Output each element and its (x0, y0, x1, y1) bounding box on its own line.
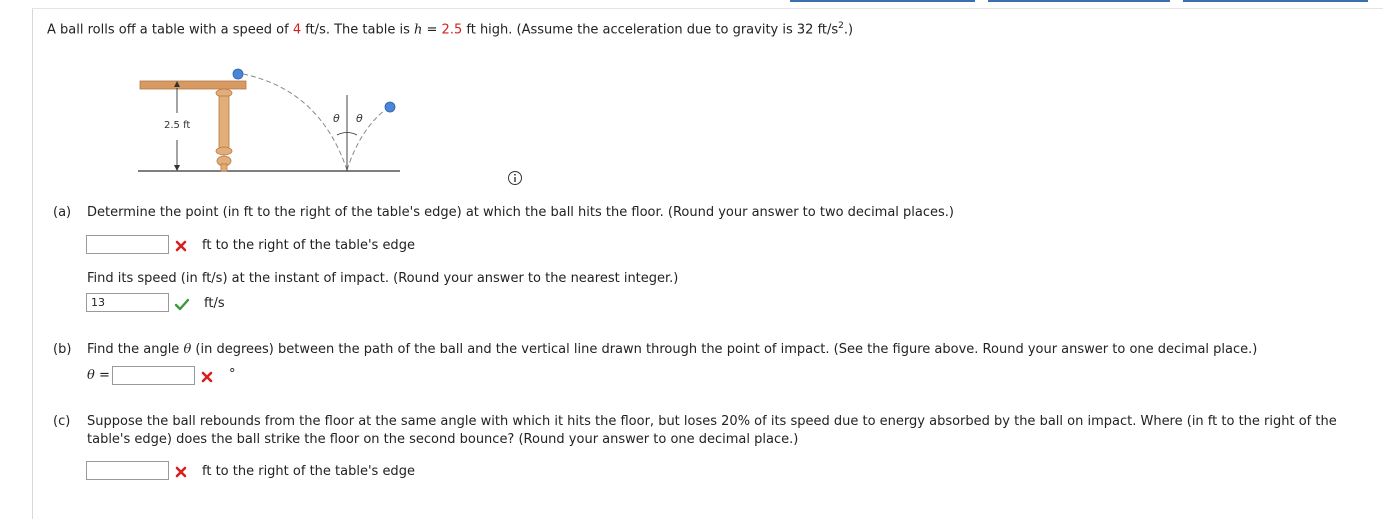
problem-statement: A ball rolls off a table with a speed of 4 ft/s. The table is h = 2.5 ft high. (Assume the acceleration due to gravity is 32 $ft/s^2$.) (47, 21, 854, 38)
height-value: 2.5 (441, 22, 463, 38)
height-label: 2.5 ft (164, 120, 191, 131)
info-icon[interactable] (507, 170, 523, 186)
ball-start (233, 69, 243, 79)
ball-rebound (385, 102, 395, 112)
part-c-question-line2: table's edge) does the ball strike the floor on the second bounce? (Round your answer to one decimal place.) (87, 432, 799, 447)
part-a-label: (a) (53, 205, 72, 220)
part-b-answer-input[interactable] (112, 366, 195, 385)
correct-icon (174, 298, 190, 312)
incorrect-icon (174, 239, 188, 253)
incorrect-icon (200, 370, 214, 384)
theta-left-label: θ (333, 112, 340, 125)
top-tab-indicator (790, 0, 975, 2)
part-a-speed-unit: ft/s (204, 296, 225, 311)
part-b-unit: ° (229, 367, 236, 382)
part-b-label: (b) (53, 342, 72, 357)
top-tab-indicator (1183, 0, 1368, 2)
part-c-answer-input[interactable] (86, 461, 169, 480)
theta-right-label: θ (356, 112, 363, 125)
speed-value: 4 (292, 22, 302, 38)
part-c-label: (c) (53, 414, 71, 429)
top-tab-strip (0, 0, 1387, 4)
part-a-speed-question: Find its speed (in ft/s) at the instant of impact. (Round your answer to the nearest integer.) (87, 271, 679, 286)
incorrect-icon (174, 465, 188, 479)
part-a-answer-input[interactable] (86, 235, 169, 254)
trajectory-path (243, 74, 347, 170)
part-b-answer-label: θ = (87, 368, 110, 383)
table-leg (216, 89, 232, 171)
projectile-figure (130, 60, 410, 180)
part-c-question-line1: Suppose the ball rebounds from the floor at the same angle with which it hits the floor, but loses 20% of its speed due to energy absorbed by the ball on impact. Where (in ft to the right of the (87, 414, 1337, 429)
part-a-speed-input[interactable]: 13 (86, 293, 169, 312)
height-variable: h (414, 22, 423, 38)
part-c-unit: ft to the right of the table's edge (202, 464, 415, 479)
part-a-unit: ft to the right of the table's edge (202, 238, 415, 253)
top-tab-indicator (988, 0, 1170, 2)
part-a-question: Determine the point (in ft to the right of the table's edge) at which the ball hits the floor. (Round your answer to two decimal places.) (87, 205, 955, 220)
part-b-question: Find the angle θ (in degrees) between the path of the ball and the vertical line drawn through the point of impact. (See the figure above. Round your answer to one decimal place.) (87, 342, 1258, 357)
table-top (140, 81, 246, 89)
rebound-path (347, 110, 385, 170)
